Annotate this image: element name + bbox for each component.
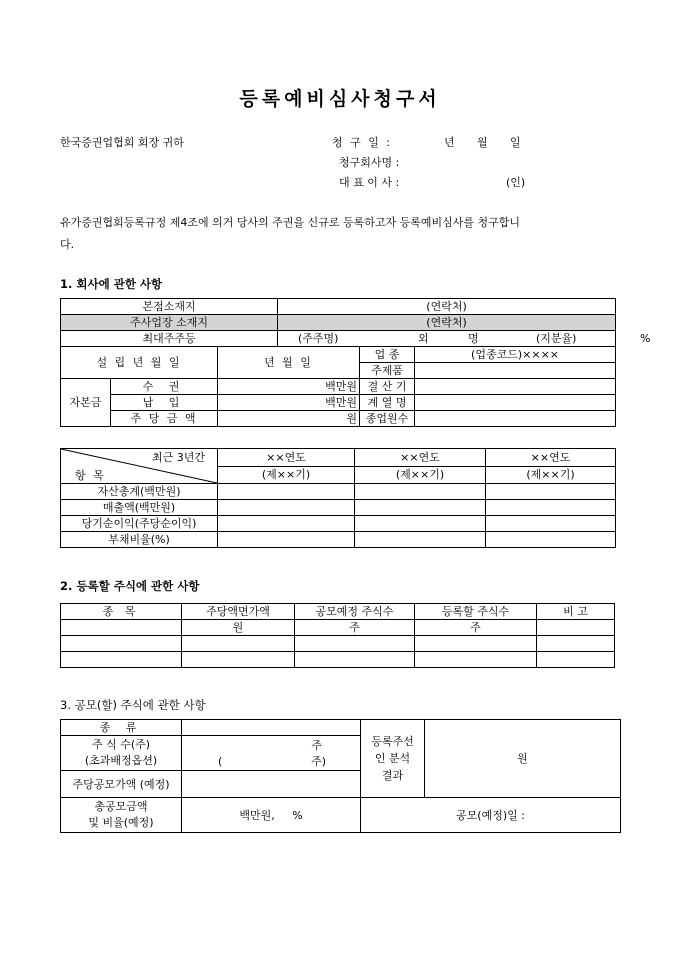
stake-label: (지분율) — [536, 332, 577, 345]
seal-mark: (인) — [506, 176, 526, 189]
table-row — [61, 798, 621, 833]
shares-table — [60, 603, 615, 668]
ceo-label: 대 표 이 사 : — [339, 176, 400, 189]
shareholder-name-label: (주주명) — [298, 332, 339, 345]
major-shareholder-value — [278, 331, 651, 347]
paid-in-label: 납 입 — [111, 395, 218, 411]
main-product-value — [415, 363, 616, 379]
section2-heading: 2. 등록할 주식에 관한 사항 — [60, 579, 200, 593]
financial-table — [60, 448, 616, 548]
table-row — [61, 379, 616, 395]
major-shareholder-label: 최대주주등 — [61, 331, 278, 347]
affiliates-label: 계 열 명 — [360, 395, 415, 411]
total-value: 백만원, % — [182, 798, 361, 833]
table-row — [61, 500, 616, 516]
fiscal-end-label: 결 산 기 — [360, 379, 415, 395]
col-header: 공모예정 주식수 — [295, 604, 415, 620]
fiscal-end-value — [415, 379, 616, 395]
total-label — [61, 798, 182, 833]
percent-sign: % — [640, 332, 651, 345]
main-office-contact: (연락처) — [278, 315, 616, 331]
table-row — [61, 720, 621, 736]
analysis-label — [361, 720, 425, 798]
employees-label: 종업원수 — [360, 411, 415, 427]
share-count-text: 주 식 수(주) — [91, 738, 151, 751]
form-title: 등록예비심사청구서 — [239, 88, 441, 110]
kind-label: 종 류 — [61, 720, 182, 736]
row-label: 당기순이익(주당순이익) — [61, 516, 218, 532]
unit-cell: 주 — [415, 620, 537, 636]
table-row — [61, 449, 616, 467]
main-product-label: 주제품 — [360, 363, 415, 379]
table-row — [61, 395, 616, 411]
paren-open: ( — [218, 755, 223, 768]
analysis-line: 인 분석 — [374, 752, 411, 765]
col-header: 등록할 주식수 — [415, 604, 537, 620]
request-date-label: 청 구 일 : — [332, 136, 393, 149]
intro-text-line2: 다. — [60, 238, 75, 251]
table-row — [61, 516, 616, 532]
diag-bottom-label: 항 목 — [75, 469, 106, 482]
table-row — [61, 299, 616, 315]
term-header: (제××기) — [486, 466, 616, 484]
analysis-value: 원 — [425, 720, 621, 798]
hq-label: 본점소재지 — [61, 299, 278, 315]
share-count-label — [61, 736, 182, 771]
table-row — [61, 347, 616, 363]
intro-text-line1: 유가증권협회등록규정 제4조에 의거 당사의 주권을 신규로 등록하고자 등록예비심사를 청구합니 — [60, 216, 521, 229]
established-label: 설 립 년 월 일 — [61, 347, 218, 379]
col-header: 주당액면가액 — [182, 604, 295, 620]
par-value-unit: 원 — [218, 411, 360, 427]
persons-label: 명 — [468, 332, 479, 345]
others-label: 외 — [418, 332, 429, 345]
col-header: 비 고 — [537, 604, 615, 620]
price-label: 주당공모가액 (예정) — [61, 771, 182, 798]
industry-label: 업 종 — [360, 347, 415, 363]
paren-close: 주) — [311, 755, 326, 768]
term-header: (제××기) — [355, 466, 486, 484]
table-row — [61, 331, 616, 347]
table-row — [61, 315, 616, 331]
row-label: 자산총계(백만원) — [61, 484, 218, 500]
share-count-value — [182, 736, 361, 771]
ju-unit: 주 — [311, 739, 322, 752]
paid-in-unit: 백만원 — [218, 395, 360, 411]
year-header: ××연도 — [218, 449, 355, 467]
main-office-label: 주사업장 소재지 — [61, 315, 278, 331]
year-label: 년 — [444, 136, 455, 149]
industry-code: (업종코드)×××× — [415, 347, 616, 363]
year-header: ××연도 — [486, 449, 616, 467]
analysis-line: 결과 — [381, 769, 404, 782]
company-info-table — [60, 298, 651, 427]
month-label: 월 — [477, 136, 488, 149]
addressee: 한국증권업협회 회장 귀하 — [60, 136, 184, 149]
diag-top-label: 최근 3년간 — [152, 451, 205, 464]
total-line: 및 비율(예정) — [88, 816, 154, 829]
ipo-date-label: 공모(예정)일 : — [361, 798, 621, 833]
table-row — [61, 532, 616, 548]
table-row — [61, 636, 615, 652]
employees-value — [415, 411, 616, 427]
established-value: 년 월 일 — [218, 347, 360, 379]
unit-cell: 주 — [295, 620, 415, 636]
table-row — [61, 652, 615, 668]
day-label: 일 — [510, 136, 521, 149]
diagonal-header — [61, 449, 218, 484]
authorized-unit: 백만원 — [218, 379, 360, 395]
overallot-text: (초과배정옵션) — [84, 754, 158, 767]
hq-contact: (연락처) — [278, 299, 616, 315]
analysis-line: 등록주선 — [371, 735, 414, 748]
unit-cell: 원 — [182, 620, 295, 636]
year-header: ××연도 — [355, 449, 486, 467]
table-row — [61, 484, 616, 500]
row-label: 부채비율(%) — [61, 532, 218, 548]
section1-heading: 1. 회사에 관한 사항 — [60, 277, 163, 291]
capital-label: 자본금 — [61, 379, 111, 427]
section3-heading: 3. 공모(할) 주식에 관한 사항 — [60, 698, 206, 712]
table-row — [61, 620, 615, 636]
col-header: 종 목 — [61, 604, 182, 620]
term-header: (제××기) — [218, 466, 355, 484]
affiliates-value — [415, 395, 616, 411]
authorized-label: 수 권 — [111, 379, 218, 395]
offering-table — [60, 719, 621, 833]
row-label: 매출액(백만원) — [61, 500, 218, 516]
table-row — [61, 411, 616, 427]
table-row — [61, 604, 615, 620]
total-line: 총공모금액 — [94, 800, 148, 813]
par-value-label: 주 당 금 액 — [111, 411, 218, 427]
company-name-label: 청구회사명 : — [339, 156, 400, 169]
